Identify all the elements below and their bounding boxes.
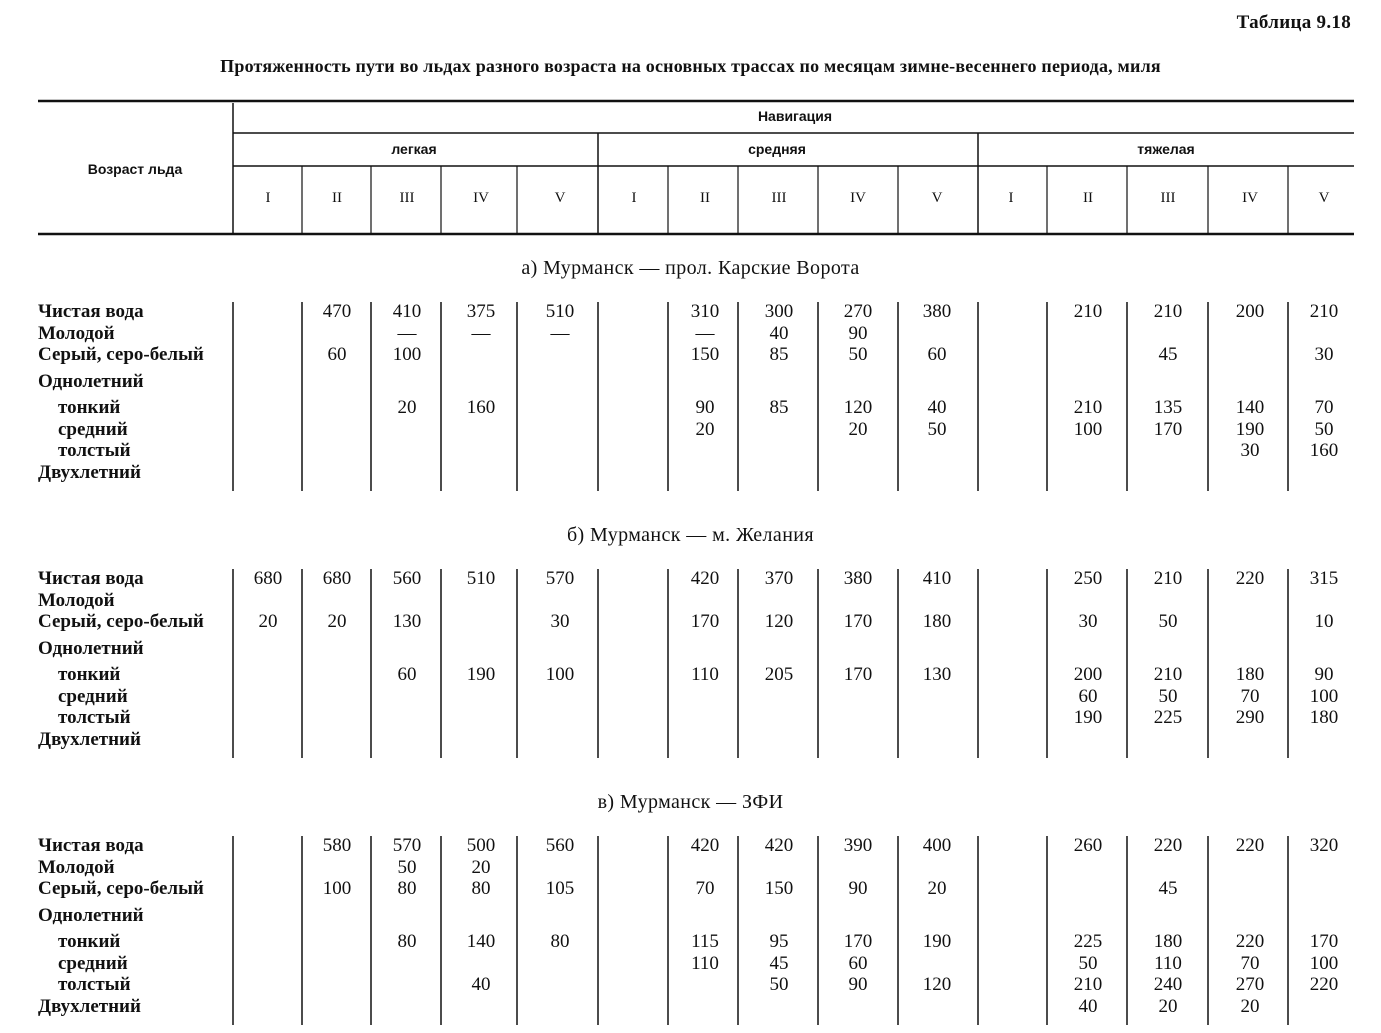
table-cell: — [550,323,570,344]
section-title: а) Мурманск — прол. Карские Ворота [521,257,860,279]
table-cell: 150 [690,344,720,365]
table-cell: 210 [1073,397,1103,418]
row-label: Молодой [38,590,115,611]
month-header: IV [473,190,489,206]
table-cell: 260 [1073,835,1103,856]
table-cell: 160 [466,397,496,418]
table-cell: 50 [927,419,947,440]
row-label: Однолетний [38,371,144,392]
section-title: в) Мурманск — ЗФИ [597,791,784,813]
table-cell: 30 [1314,344,1334,365]
table-cell: 210 [1073,974,1103,995]
table-cell: 20 [927,878,947,899]
table-cell: 370 [764,568,794,589]
table-cell: 30 [1240,440,1260,461]
row-label: тонкий [58,397,121,418]
row-label: Серый, серо-белый [38,344,204,365]
table-cell: — [695,323,715,344]
row-label: толстый [58,974,131,995]
section-title: б) Мурманск — м. Желания [566,524,814,546]
navigation-group-2: средняя [748,141,806,157]
table-cell: 210 [1153,568,1183,589]
table-cell: 140 [466,931,496,952]
table-cell: 160 [1309,440,1339,461]
table-cell: 85 [769,344,789,365]
table-cell: 100 [1309,686,1339,707]
table-cell: 170 [843,611,873,632]
table-cell: 90 [1314,664,1334,685]
month-header: III [399,190,415,206]
table-cell: 110 [691,953,719,974]
table-cell: 110 [1154,953,1182,974]
table-cell: 60 [327,344,347,365]
table-cell: 80 [397,931,417,952]
table-cell: 20 [695,419,715,440]
month-header: III [771,190,787,206]
table-cell: 180 [922,611,952,632]
table-cell: 110 [691,664,719,685]
table-cell: 95 [769,931,789,952]
table-cell: 70 [695,878,715,899]
row-label: тонкий [58,931,121,952]
table-cell: 70 [1240,686,1260,707]
table-cell: 60 [1078,686,1098,707]
row-label: Однолетний [38,638,144,659]
table-cell: 50 [848,344,868,365]
row-label: Чистая вода [38,568,144,589]
table-cell: 290 [1235,707,1265,728]
table-cell: 315 [1309,568,1339,589]
month-header: V [554,190,566,206]
month-header: V [1318,190,1330,206]
table-cell: 510 [466,568,496,589]
table-cell: 410 [392,301,422,322]
table-cell: 200 [1235,301,1265,322]
row-label: тонкий [58,664,121,685]
table-cell: 560 [392,568,422,589]
month-header: V [931,190,943,206]
table-cell: 205 [764,664,794,685]
table-title: Протяженность пути во льдах разного возраста на основных трассах по месяцам зимне-весеннего периода, миля [220,56,1161,76]
table-cell: 100 [322,878,352,899]
table-cell: 680 [253,568,283,589]
table-cell: 420 [690,835,720,856]
month-header: II [700,190,710,206]
month-header: III [1160,190,1176,206]
table-cell: 500 [466,835,496,856]
table-cell: 210 [1073,301,1103,322]
row-label: Двухлетний [38,462,141,483]
table-cell: 100 [545,664,575,685]
row-label: средний [58,686,128,707]
table-cell: 45 [769,953,789,974]
row-label: Серый, серо-белый [38,878,204,899]
table-cell: 170 [843,931,873,952]
table-cell: 70 [1240,953,1260,974]
table-cell: 45 [1158,878,1178,899]
table-cell: 20 [471,857,491,878]
row-label: толстый [58,707,131,728]
table-cell: 40 [769,323,789,344]
table-cell: 390 [843,835,873,856]
table-cell: 105 [545,878,575,899]
table-cell: 320 [1309,835,1339,856]
table-cell: 60 [927,344,947,365]
table-cell: 80 [471,878,491,899]
table-cell: 190 [466,664,496,685]
table-cell: 220 [1153,835,1183,856]
table-cell: — [471,323,491,344]
table-cell: 120 [922,974,952,995]
month-header: I [631,190,637,206]
month-header: II [332,190,342,206]
table-cell: 420 [690,568,720,589]
age-header: Возраст льда [87,161,183,177]
table-cell: 40 [471,974,491,995]
row-label: Чистая вода [38,835,144,856]
table-cell: 85 [769,397,789,418]
row-label: средний [58,953,128,974]
table-cell: 20 [327,611,347,632]
table-cell: 180 [1235,664,1265,685]
table-cell: 410 [922,568,952,589]
row-label: толстый [58,440,131,461]
table-cell: 50 [1314,419,1334,440]
table-cell: 210 [1309,301,1339,322]
table-cell: 310 [690,301,720,322]
table-cell: 20 [848,419,868,440]
table-cell: 50 [1158,686,1178,707]
table-cell: 270 [843,301,873,322]
table-cell: 220 [1235,568,1265,589]
table-cell: 50 [1158,611,1178,632]
table-cell: 20 [397,397,417,418]
table-cell: 570 [392,835,422,856]
table-cell: 225 [1073,931,1103,952]
table-cell: 10 [1314,611,1334,632]
table-cell: 100 [392,344,422,365]
table-cell: 50 [397,857,417,878]
table-cell: 510 [545,301,575,322]
table-cell: 400 [922,835,952,856]
table-cell: 45 [1158,344,1178,365]
month-header: IV [850,190,866,206]
table-cell: 100 [1073,419,1103,440]
table-cell: 420 [764,835,794,856]
table-cell: 120 [764,611,794,632]
table-number: Таблица 9.18 [1236,12,1351,33]
row-label: Серый, серо-белый [38,611,204,632]
table-cell: 190 [1073,707,1103,728]
table-cell: 380 [843,568,873,589]
table-cell: 90 [695,397,715,418]
table-cell: 200 [1073,664,1103,685]
navigation-header: Навигация [757,108,833,124]
row-label: средний [58,419,128,440]
table-cell: 30 [550,611,570,632]
table-cell: 680 [322,568,352,589]
table-cell: 580 [322,835,352,856]
table-cell: 60 [848,953,868,974]
table-cell: 70 [1314,397,1334,418]
table-cell: 90 [848,974,868,995]
table-cell: 100 [1309,953,1339,974]
navigation-group-1: легкая [391,141,437,157]
table-cell: 150 [764,878,794,899]
table-cell: 115 [691,931,719,952]
table-cell: 120 [843,397,873,418]
table-cell: — [397,323,417,344]
table-cell: 20 [1158,996,1178,1017]
table-cell: 50 [1078,953,1098,974]
table-cell: 570 [545,568,575,589]
table-cell: 90 [848,323,868,344]
table-cell: 90 [848,878,868,899]
table-cell: 560 [545,835,575,856]
table-cell: 240 [1153,974,1183,995]
month-header: II [1083,190,1093,206]
table-cell: 220 [1235,835,1265,856]
row-label: Молодой [38,323,115,344]
table-cell: 190 [922,931,952,952]
table-cell: 300 [764,301,794,322]
table-cell: 50 [769,974,789,995]
month-header: I [1008,190,1014,206]
table-cell: 40 [927,397,947,418]
table-cell: 30 [1078,611,1098,632]
row-label: Однолетний [38,905,144,926]
month-header: I [265,190,271,206]
row-label: Молодой [38,857,115,878]
table-cell: 180 [1153,931,1183,952]
table-cell: 270 [1235,974,1265,995]
table-cell: 20 [1240,996,1260,1017]
table-cell: 220 [1235,931,1265,952]
table-cell: 170 [1153,419,1183,440]
row-label: Двухлетний [38,729,141,750]
table-cell: 40 [1078,996,1098,1017]
table-cell: 80 [397,878,417,899]
table-cell: 170 [690,611,720,632]
table-cell: 375 [466,301,496,322]
table-cell: 60 [397,664,417,685]
table-cell: 180 [1309,707,1339,728]
table-cell: 470 [322,301,352,322]
row-label: Чистая вода [38,301,144,322]
month-header: IV [1242,190,1258,206]
table-cell: 170 [843,664,873,685]
table-cell: 210 [1153,664,1183,685]
table-cell: 220 [1309,974,1339,995]
table-cell: 80 [550,931,570,952]
table-cell: 210 [1153,301,1183,322]
table-cell: 130 [922,664,952,685]
table-cell: 140 [1235,397,1265,418]
row-label: Двухлетний [38,996,141,1017]
table-cell: 380 [922,301,952,322]
navigation-group-3: тяжелая [1137,141,1195,157]
table-cell: 130 [392,611,422,632]
table-cell: 135 [1153,397,1183,418]
table-cell: 190 [1235,419,1265,440]
table-cell: 20 [258,611,278,632]
table-cell: 250 [1073,568,1103,589]
table-cell: 225 [1153,707,1183,728]
table-cell: 170 [1309,931,1339,952]
